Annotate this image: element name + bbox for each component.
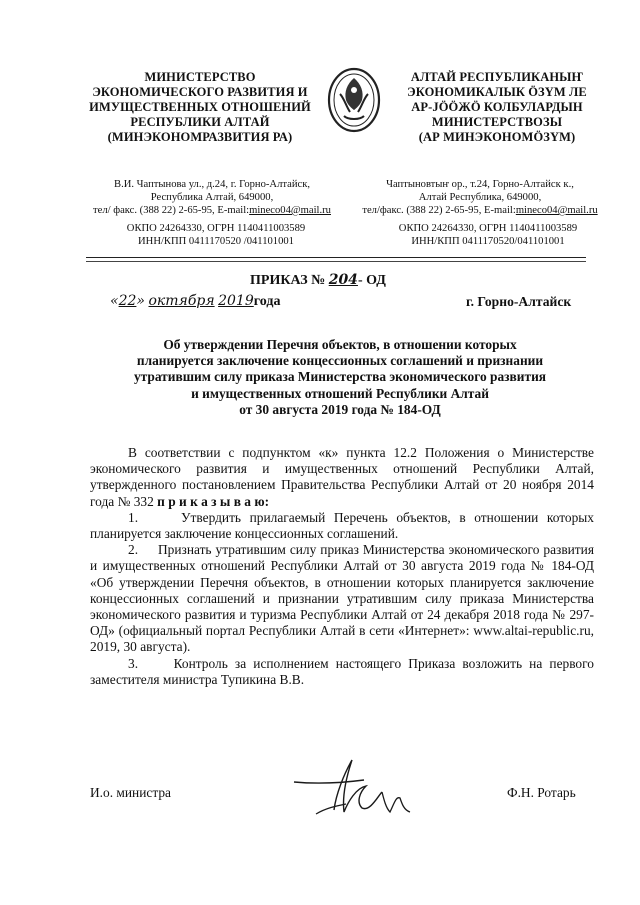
order-item: [90, 542, 594, 655]
order-title: [250, 272, 470, 289]
codes-line: ИНН/КПП 0411170520/041101001: [411, 236, 565, 247]
item-text: Признать утратившим силу приказ Министерства экономического развития и имущественных отношений Республики Алтай от 30 августа 2019 года № 184-ОД «Об утверждении Перечня объектов, в отношении которых планируется заключение концессионных соглашений и признании утратившим силу приказа Министерства экономического развития и туризма Республики Алтай от 24 декабря 2018 года № 297-ОД» (официальный портал Республики Алтай в сети «Интернет»: www.altai-republic.ru, 2019, 30 августа).: [90, 542, 594, 655]
phone-fax: тел/факс. (388 22) 2-65-95, E-mail:: [362, 205, 516, 216]
phone-fax: тел/ факс. (388 22) 2-65-95, E-mail:: [93, 205, 250, 216]
handwritten-signature: [286, 752, 416, 832]
ministry-name-line: ЭКОНОМИЧЕСКОГО РАЗВИТИЯ И: [92, 85, 308, 99]
contact-line: [76, 204, 348, 217]
order-number: 204: [328, 272, 358, 288]
subject-line: Об утверждении Перечня объектов, в отношении которых: [163, 337, 517, 352]
subject-line: планируется заключение концессионных соглашений и признании: [136, 353, 544, 369]
order-date-quote-close: »: [136, 293, 145, 309]
order-date: [110, 293, 280, 310]
signatory-position: И.о. министра: [90, 785, 171, 800]
ministry-name-line: ИМУЩЕСТВЕННЫХ ОТНОШЕНИЙ: [89, 100, 311, 114]
order-year-suffix: года: [253, 294, 281, 309]
address-line: Республика Алтай, 649000,: [150, 192, 274, 203]
item-number: 1.: [128, 509, 139, 525]
ministry-name-line: МИНИСТЕРСТВО: [144, 70, 256, 84]
subject-line: и имущественных отношений Республики Алтай: [191, 385, 489, 401]
ministry-name-line: МИНИСТЕРСТВОЗЫ: [431, 115, 563, 129]
address-line: Алтай Республика, 649000,: [418, 192, 542, 203]
contact-line: [360, 204, 600, 217]
preamble-text: В соответствии с подпунктом «к» пункта 12.2 Положения о Министерстве экономического развития и имущественных отношений Республики Алтай, утвержденного постановлением Правительства Республики Алтай от 20 ноября 2014 года № 332: [90, 445, 594, 509]
preamble-paragraph: [90, 445, 594, 510]
codes-line: ОКПО 24264330, ОГРН 1140411003589: [398, 223, 578, 234]
ministry-name-line: (МИНЭКОНОМРАЗВИТИЯ РА): [107, 130, 293, 144]
ministry-name-russian: [84, 70, 316, 145]
order-subject: [110, 337, 570, 418]
codes-line: ИНН/КПП 0411170520 /041101001: [138, 236, 294, 247]
address-russian: [76, 178, 348, 217]
address-line: В.И. Чаптынова ул., д.24, г. Горно-Алтайск,: [114, 179, 310, 190]
ministry-name-line: (АР МИНЭКОНОМÖЗҮМ): [418, 130, 576, 144]
subject-line: от 30 августа 2019 года № 184-ОД: [239, 401, 441, 417]
order-word: п р и к а з ы в а ю:: [157, 493, 270, 509]
item-number: 2.: [128, 542, 139, 558]
ministry-name-altai: [388, 70, 606, 145]
order-year: 2019: [218, 293, 254, 309]
emblem-icon: [326, 64, 382, 136]
order-day: 22: [118, 293, 137, 309]
ministry-name-line: ЭКОНОМИКАЛЫК ÖЗҮМ ЛЕ: [407, 85, 587, 99]
codes-line: ОКПО 24264330, ОГРН 1140411003589: [126, 223, 306, 234]
order-body: [90, 445, 594, 688]
codes-altai: [368, 222, 608, 248]
header-divider: [86, 257, 586, 258]
email-link[interactable]: mineco04@mail.ru: [515, 205, 598, 216]
ministry-name-line: АР-JÖÖЖÖ КОЛБУЛАРДЫН: [411, 100, 583, 114]
order-month: октября: [148, 293, 215, 309]
order-title-suffix: - ОД: [357, 273, 386, 288]
item-text: Контроль за исполнением настоящего Приказа возложить на первого заместителя министра Тупикина В.В.: [90, 655, 594, 687]
order-city: г. Горно-Алтайск: [466, 294, 572, 309]
ministry-name-line: РЕСПУБЛИКИ АЛТАЙ: [130, 115, 270, 129]
header-divider: [86, 261, 586, 262]
address-altai: [360, 178, 600, 217]
email-link[interactable]: mineco04@mail.ru: [249, 205, 331, 216]
address-line: Чаптыновтыҥ ор., т.24, Горно-Алтайск к.,: [386, 179, 574, 190]
order-item: [90, 510, 594, 542]
ministry-name-line: АЛТАЙ РЕСПУБЛИКАНЫҤ: [410, 70, 584, 84]
item-text: Утвердить прилагаемый Перечень объектов, в отношении которых планируется заключение концессионных соглашений.: [90, 509, 594, 542]
signatory-name: Ф.Н. Ротарь: [507, 785, 576, 800]
order-title-prefix: ПРИКАЗ №: [250, 273, 326, 288]
order-date-quote-open: «: [110, 293, 119, 309]
subject-line: утратившим силу приказа Министерства экономического развития: [133, 369, 547, 385]
item-number: 3.: [128, 655, 139, 671]
order-item: [90, 656, 594, 688]
codes-russian: [96, 222, 336, 248]
